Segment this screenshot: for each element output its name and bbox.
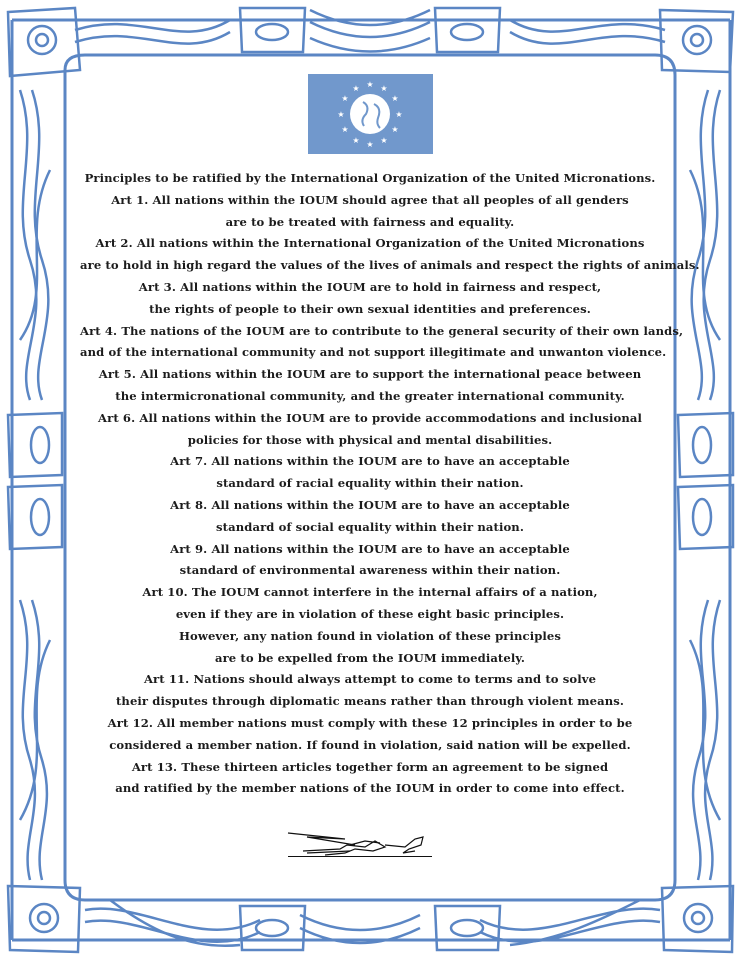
- svg-text:★: ★: [352, 136, 360, 145]
- svg-text:★: ★: [380, 136, 388, 145]
- article-line: Art 12. All member nations must comply with these 12 principles in order to be: [107, 715, 633, 730]
- article-line: Art 10. The IOUM cannot interfere in the internal affairs of a nation,: [142, 585, 598, 600]
- article-line: Art 4. The nations of the IOUM are to contribute to the general security of their own lands,: [80, 323, 684, 338]
- article-line: Art 5. All nations within the IOUM are to support the international peace between: [98, 367, 642, 382]
- corner-flower-bottom-right: [662, 886, 733, 952]
- svg-text:★: ★: [366, 80, 374, 89]
- article-line: Art 2. All nations within the International Organization of the United Micronations: [95, 236, 645, 251]
- principles-text: [80, 168, 700, 800]
- ioum-flag: [308, 74, 433, 154]
- article-line: and of the international community and not support illegitimate and unwanton violence.: [80, 345, 667, 360]
- article-line: Art 8. All nations within the IOUM are to have an acceptable: [170, 497, 570, 512]
- handwritten-signature-icon: [285, 825, 445, 865]
- svg-text:★: ★: [366, 140, 374, 149]
- article-line: Art 7. All nations within the IOUM are to have an acceptable: [170, 454, 570, 469]
- article-line: considered a member nation. If found in violation, said nation will be expelled.: [109, 737, 631, 752]
- article-line: Art 13. These thirteen articles together form an agreement to be signed: [131, 759, 609, 774]
- svg-text:★: ★: [391, 94, 399, 103]
- svg-text:★: ★: [352, 84, 360, 93]
- svg-text:★: ★: [337, 110, 345, 119]
- article-line: standard of racial equality within their nation.: [216, 476, 524, 491]
- corner-flower-top-left: [8, 8, 80, 76]
- document-title: Principles to be ratified by the International Organization of the United Micronations.: [84, 171, 656, 185]
- article-line: standard of environmental awareness within their nation.: [179, 563, 561, 578]
- article-line: However, any nation found in violation of these principles: [178, 628, 562, 643]
- svg-text:★: ★: [391, 125, 399, 134]
- article-line: their disputes through diplomatic means rather than through violent means.: [115, 694, 625, 709]
- article-line: Art 3. All nations within the IOUM are to hold in fairness and respect,: [138, 279, 602, 294]
- article-line: Art 11. Nations should always attempt to come to terms and to solve: [143, 672, 597, 687]
- article-line: even if they are in violation of these eight basic principles.: [175, 606, 565, 621]
- article-line: policies for those with physical and mental disabilities.: [187, 432, 553, 447]
- article-line: are to be treated with fairness and equality.: [225, 214, 515, 229]
- article-line: the intermicronational community, and the greater international community.: [115, 388, 625, 403]
- article-line: standard of social equality within their nation.: [216, 519, 524, 534]
- article-line: and ratified by the member nations of the IOUM in order to come into effect.: [115, 781, 625, 796]
- svg-text:★: ★: [341, 125, 349, 134]
- svg-text:★: ★: [341, 94, 349, 103]
- top-band-ribbons: [75, 10, 665, 52]
- article-line: Art 6. All nations within the IOUM are to provide accommodations and inclusional: [98, 410, 642, 425]
- article-line: are to hold in high regard the values of the lives of animals and respect the rights of animals.: [80, 258, 700, 273]
- article-line: the rights of people to their own sexual identities and preferences.: [149, 301, 591, 316]
- article-line: Art 9. All nations within the IOUM are to have an acceptable: [170, 541, 570, 556]
- globe-with-stars-flag-icon: [308, 74, 433, 154]
- article-line: Art 1. All nations within the IOUM should agree that all peoples of all genders: [111, 192, 629, 207]
- article-line: are to be expelled from the IOUM immediately.: [214, 650, 526, 665]
- svg-text:★: ★: [380, 84, 388, 93]
- svg-text:★: ★: [395, 110, 403, 119]
- signature-line: [288, 856, 432, 857]
